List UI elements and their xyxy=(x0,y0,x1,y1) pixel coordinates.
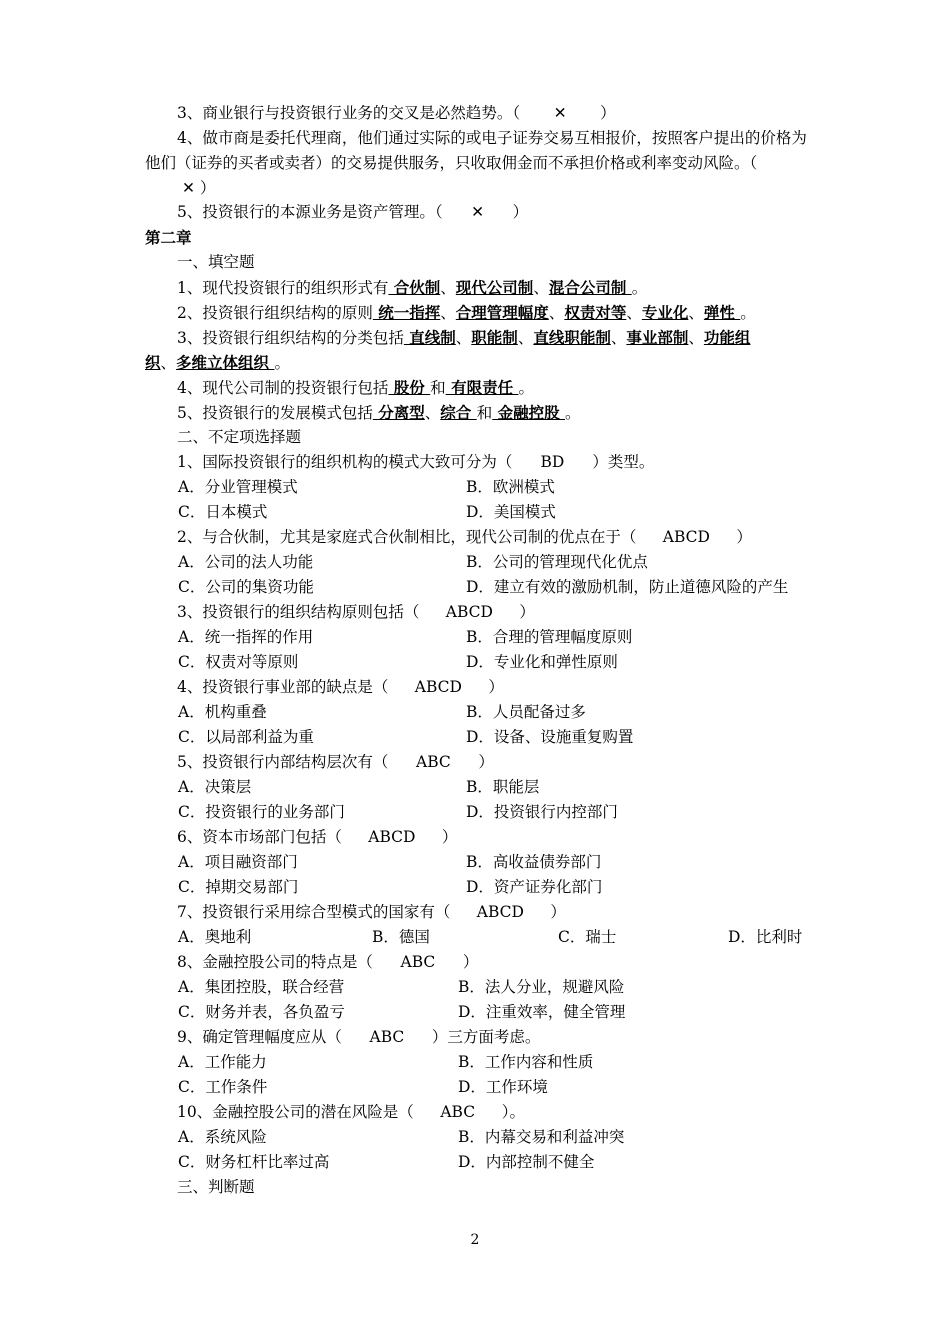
mc-option: B．合理的管理幅度原则 xyxy=(466,628,633,646)
page-number: 2 xyxy=(470,1232,480,1248)
mc-option: D．注重效率，健全管理 xyxy=(458,1003,626,1021)
mc-option: D．内部控制不健全 xyxy=(458,1153,595,1171)
mc-option: C．权责对等原则 xyxy=(178,653,299,671)
fill-item-3: 3、投资银行组织结构的分类包括 直线制、职能制、直线职能制、事业部制、功能组 xyxy=(177,328,751,347)
mc-option: A．决策层 xyxy=(178,778,252,796)
mc-option: D．专业化和弹性原则 xyxy=(466,653,618,671)
fill-item-4: 4、现代公司制的投资银行包括 股份 和 有限责任 。 xyxy=(177,378,534,397)
mc-option: B．德国 xyxy=(372,928,430,946)
mc-option: C．财务并表，各负盈亏 xyxy=(178,1003,345,1021)
mc-question-2: 2、与合伙制，尤其是家庭式合伙制相比，现代公司制的优点在于（ ABCD ） xyxy=(177,528,752,546)
cross-mark-icon: ✕ xyxy=(553,104,567,122)
mc-option: B．高收益债券部门 xyxy=(466,853,602,871)
mc-question-7: 7、投资银行采用综合型模式的国家有（ ABCD ） xyxy=(177,903,566,921)
mc-question-4: 4、投资银行事业部的缺点是（ ABCD ） xyxy=(177,678,504,696)
mc-option: B．欧洲模式 xyxy=(466,478,555,496)
mc-option: D．建立有效的激励机制，防止道德风险的产生 xyxy=(466,578,789,596)
section-heading-choice: 二、不定项选择题 xyxy=(177,428,302,446)
cross-mark-icon: ✕ xyxy=(471,203,485,221)
mc-question-3: 3、投资银行的组织结构原则包括（ ABCD ） xyxy=(177,603,535,621)
judge-item-5: 5、投资银行的本源业务是资产管理。（ ✕ ） xyxy=(177,200,810,225)
mc-option: A．系统风险 xyxy=(178,1128,267,1146)
mc-option: D．投资银行内控部门 xyxy=(466,803,618,821)
mc-option: C．投资银行的业务部门 xyxy=(178,803,345,821)
judge-item-3: 3、商业银行与投资银行业务的交叉是必然趋势。（ ✕ ） xyxy=(177,101,810,126)
mc-option: B．人员配备过多 xyxy=(466,703,586,721)
chapter-heading: 第二章 xyxy=(145,228,192,247)
mc-question-6: 6、资本市场部门包括（ ABCD ） xyxy=(177,828,458,846)
mc-option: A．分业管理模式 xyxy=(178,478,298,496)
mc-question-8: 8、金融控股公司的特点是（ ABC ） xyxy=(177,953,479,971)
section-heading-fill: 一、填空题 xyxy=(177,253,255,271)
mc-question-1: 1、国际投资银行的组织机构的模式大致可分为（ BD ）类型。 xyxy=(177,453,655,471)
mc-option: A．项目融资部门 xyxy=(178,853,298,871)
mc-option: B．职能层 xyxy=(466,778,540,796)
mc-option: D．比利时 xyxy=(728,928,803,946)
mc-option: C．工作条件 xyxy=(178,1078,268,1096)
mc-option: C．瑞士 xyxy=(558,928,617,946)
mc-option: B．工作内容和性质 xyxy=(458,1053,594,1071)
mc-option: C．以局部利益为重 xyxy=(178,728,314,746)
mc-option: A．机构重叠 xyxy=(178,703,267,721)
mc-question-9: 9、确定管理幅度应从（ ABC ）三方面考虑。 xyxy=(177,1028,541,1046)
mc-option: C．掉期交易部门 xyxy=(178,878,299,896)
mc-option: C．公司的集资功能 xyxy=(178,578,314,596)
mc-option: D．美国模式 xyxy=(466,503,556,521)
mc-question-10: 10、金融控股公司的潜在风险是（ ABC ）。 xyxy=(177,1103,525,1121)
mc-option: A．公司的法人功能 xyxy=(178,553,314,571)
mc-option: B．法人分业，规避风险 xyxy=(458,978,625,996)
mc-option: D．设备、设施重复购置 xyxy=(466,728,634,746)
fill-item-3-cont: 织、多维立体组织 。 xyxy=(145,353,290,372)
mc-option: C．日本模式 xyxy=(178,503,268,521)
fill-item-1: 1、现代投资银行的组织形式有 合伙制、现代公司制、混合公司制 。 xyxy=(177,278,648,297)
mc-option: A．工作能力 xyxy=(178,1053,267,1071)
cross-mark-icon: ✕ xyxy=(182,179,195,197)
mc-option: D．资产证券化部门 xyxy=(466,878,603,896)
fill-item-2: 2、投资银行组织结构的原则 统一指挥、合理管理幅度、权责对等、专业化、弹性 。 xyxy=(177,303,756,322)
mc-option: A．统一指挥的作用 xyxy=(178,628,314,646)
mc-option: A．集团控股，联合经营 xyxy=(178,978,345,996)
fill-item-5: 5、投资银行的发展模式包括 分离型、综合 和 金融控股 。 xyxy=(177,403,581,422)
mc-option: C．财务杠杆比率过高 xyxy=(178,1153,330,1171)
mc-option: A．奥地利 xyxy=(178,928,252,946)
judge-item-4: 4、做市商是委托代理商，他们通过实际的或电子证券交易互相报价，按照客户提出的价格为他们（证券的买者或卖者）的交易提供服务，只收取佣金而不承担价格或利率变动风险。（✕ ） xyxy=(145,126,810,201)
mc-question-5: 5、投资银行内部结构层次有（ ABC ） xyxy=(177,753,494,771)
section-heading-judge: 三、判断题 xyxy=(177,1178,255,1196)
mc-option: B．公司的管理现代化优点 xyxy=(466,553,648,571)
mc-option: D．工作环境 xyxy=(458,1078,548,1096)
mc-option: B．内幕交易和利益冲突 xyxy=(458,1128,625,1146)
